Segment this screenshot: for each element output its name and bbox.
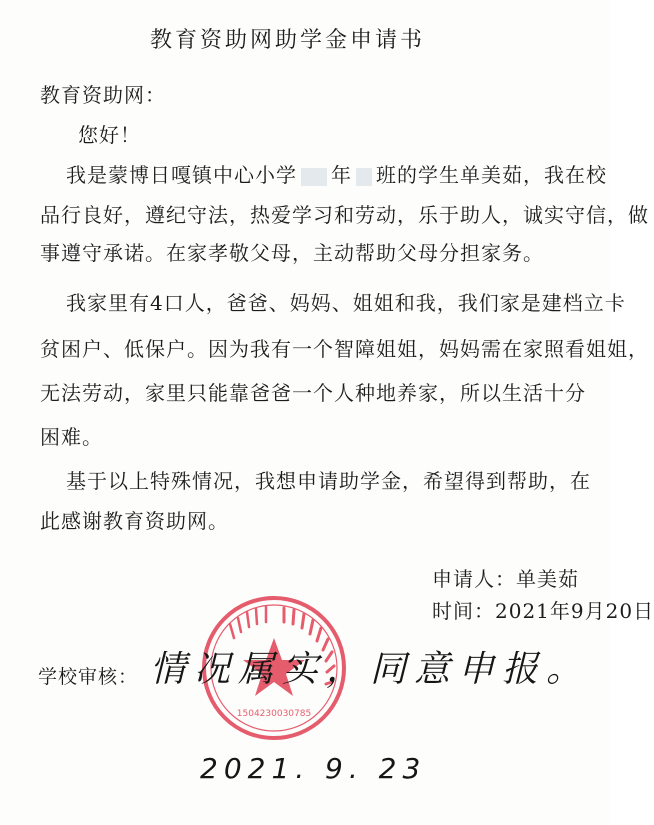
greeting: 您好！ xyxy=(78,123,141,147)
paragraph1-line1-grade-label: 年 xyxy=(331,163,352,187)
paragraph3-line2: 此感谢教育资助网。 xyxy=(40,509,229,533)
paragraph1-line1-rest: 班的学生单美茹，我在校 xyxy=(376,163,607,187)
paragraph2-line2: 贫困户、低保户。因为我有一个智障姐姐，妈妈需在家照看姐姐， xyxy=(40,337,649,361)
school-review-opinion: 情况属实，同意申报。 xyxy=(150,649,591,690)
stamp-number: 1504230030785 xyxy=(236,709,312,719)
document-title: 教育资助网助学金申请书 xyxy=(150,28,426,53)
school-review-date: 2021. 9. 23 xyxy=(200,752,427,785)
paragraph1-line1-school: 我是蒙博日嘎镇中心小学 xyxy=(66,163,297,187)
paragraph1-line2: 品行良好，遵纪守法，热爱学习和劳动，乐于助人，诚实守信，做 xyxy=(40,203,649,227)
paragraph2-line3: 无法劳动，家里只能靠爸爸一个人种地养家，所以生活十分 xyxy=(40,381,586,405)
application-date: 时间：2021年9月20日 xyxy=(432,599,654,623)
paragraph1-line3: 事遵守承诺。在家孝敬父母，主动帮助父母分担家务。 xyxy=(40,241,544,265)
redacted-grade xyxy=(301,168,327,186)
redacted-class xyxy=(356,168,372,186)
paragraph3-line1: 基于以上特殊情况，我想申请助学金，希望得到帮助，在 xyxy=(66,469,591,493)
applicant-signature: 申请人：单美茹 xyxy=(432,567,579,591)
salutation: 教育资助网： xyxy=(40,83,166,107)
paragraph1-line1 xyxy=(66,162,607,188)
school-review-label: 学校审核： xyxy=(38,666,139,688)
paragraph2-line1: 我家里有4口人，爸爸、妈妈、姐姐和我，我们家是建档立卡 xyxy=(66,291,626,315)
paragraph2-line4: 困难。 xyxy=(40,425,103,449)
